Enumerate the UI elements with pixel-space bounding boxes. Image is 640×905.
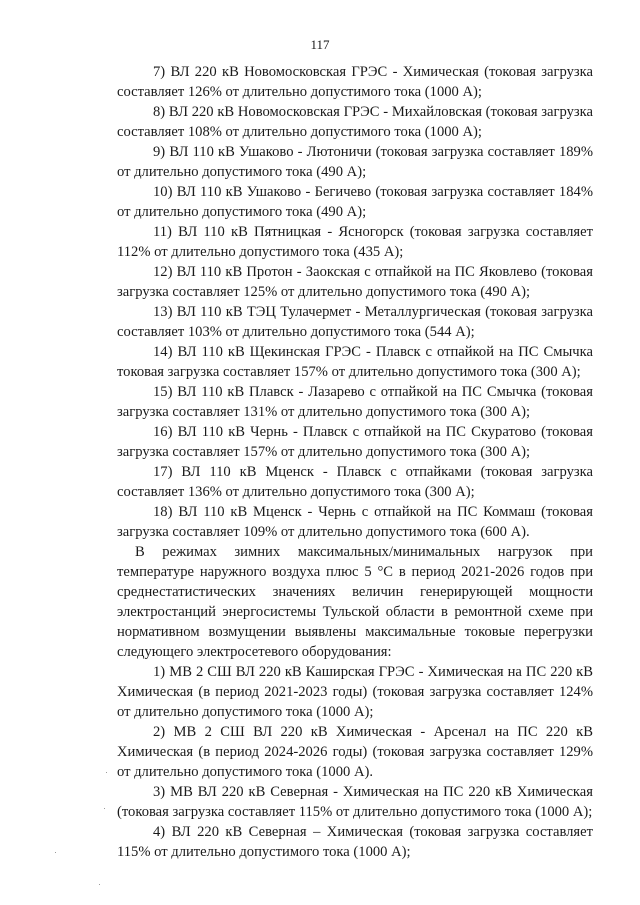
list-item-text [117,662,593,722]
list-item [117,302,593,342]
list-item-body: ВЛ 110 кВ ТЭЦ Тулачермет - Металлургическая (токовая загрузка составляет 103% от длительно допустимого тока (544 А); [117,304,593,340]
list-item [117,662,593,722]
list-item-number: 11) [153,224,172,240]
list-item-text [117,462,593,502]
page-number: 117 [310,37,330,52]
overload-list-lines [117,62,593,542]
list-item-text [117,62,593,102]
list-item [117,62,593,102]
list-item-text [117,142,593,182]
list-item-number: 1) [153,664,166,680]
list-item-body: ВЛ 220 кВ Северная – Химическая (токовая загрузка составляет 115% от длительно допустимого тока (1000 А); [117,824,593,860]
list-item-text [117,182,593,222]
list-item-text [117,342,593,382]
list-item-body: МВ ВЛ 220 кВ Северная - Химическая на ПС 220 кВ Химическая (токовая загрузка составляет 115% от длительно допустимого тока (1000 А); [117,784,593,820]
list-item-number: 13) [153,304,173,320]
list-item-body: ВЛ 220 кВ Новомосковская ГРЭС - Химическая (токовая загрузка составляет 126% от длительно допустимого тока (1000 А); [117,64,593,100]
list-item-body: ВЛ 110 кВ Плавск - Лазарево с отпайкой на ПС Смычка (токовая загрузка составляет 131% от длительно допустимого тока (300 А); [117,384,593,420]
list-item [117,382,593,422]
paragraph-text: В режимах зимних максимальных/минимальных нагрузок при температуре наружного воздуха плюс 5 °С в период 2021-2026 годов при среднестатистических значениях величин генерирующей мощности электростанций энергосистемы Тульской области в ремонтной схеме при нормативном возмущении выявлены максимальные токовые перегрузки следующего электросетевого оборудования: [117,544,593,660]
list-item [117,502,593,542]
list-item-body: ВЛ 110 кВ Ушаково - Бегичево (токовая загрузка составляет 184% от длительно допустимого тока (490 А); [117,184,593,220]
list-item-body: ВЛ 110 кВ Мценск - Чернь с отпайкой на ПС Коммаш (токовая загрузка составляет 109% от длительно допустимого тока (600 А). [117,504,593,540]
list-item-number: 8) [153,104,166,120]
list-item [117,342,593,382]
list-item-text [117,822,593,862]
list-item-text [117,722,593,782]
document-body [117,62,593,862]
list-item [117,102,593,142]
list-item-number: 9) [153,144,166,160]
list-item-text [117,262,593,302]
list-item-text [117,302,593,342]
list-item-text [117,782,593,822]
list-item-text [117,102,593,142]
list-item-number: 15) [153,384,173,400]
overload-list-equipment [117,662,593,862]
list-item [117,422,593,462]
list-item [117,262,593,302]
list-item-body: МВ 2 СШ ВЛ 220 кВ Каширская ГРЭС - Химическая на ПС 220 кВ Химическая (в период 2021-2023 годы) (токовая загрузка составляет 124% от длительно допустимого тока (1000 А); [117,664,593,720]
list-item-text [117,422,593,462]
list-item-body: ВЛ 110 кВ Мценск - Плавск с отпайками (токовая загрузка составляет 136% от длительно допустимого тока (300 А); [117,464,593,500]
list-item-number: 10) [153,184,173,200]
list-item-body: ВЛ 110 кВ Чернь - Плавск с отпайкой на ПС Скуратово (токовая загрузка составляет 157% от длительно допустимого тока (300 А); [117,424,594,460]
list-item [117,782,593,822]
list-item-number: 4) [153,824,166,840]
list-item [117,222,593,262]
list-item-body: ВЛ 110 кВ Пятницкая - Ясногорск (токовая загрузка составляет 112% от длительно допустимого тока (435 А); [117,224,593,260]
list-item-text [117,382,593,422]
list-item-text [117,502,593,542]
list-item-number: 17) [153,464,173,480]
list-item-body: ВЛ 110 кВ Протон - Заокская с отпайкой на ПС Яковлево (токовая загрузка составляет 125% от длительно допустимого тока (490 А); [117,264,593,300]
list-item-number: 7) [153,64,166,80]
list-item [117,462,593,502]
list-item-number: 14) [153,344,173,360]
winter-regimes-paragraph [117,542,593,662]
list-item-body: МВ 2 СШ ВЛ 220 кВ Химическая - Арсенал на ПС 220 кВ Химическая (в период 2024-2026 годы) (токовая загрузка составляет 129% от длительно допустимого тока (1000 А). [117,724,593,780]
list-item-number: 3) [153,784,166,800]
list-item [117,722,593,782]
list-item-number: 18) [153,504,173,520]
list-item [117,822,593,862]
list-item-number: 12) [153,264,173,280]
list-item-number: 2) [153,724,166,740]
list-item-body: ВЛ 110 кВ Ушаково - Лютоничи (токовая загрузка составляет 189% от длительно допустимого тока (490 А); [117,144,593,180]
list-item [117,142,593,182]
list-item-body: ВЛ 220 кВ Новомосковская ГРЭС - Михайловская (токовая загрузка составляет 108% от длительно допустимого тока (1000 А); [117,104,593,140]
list-item-text [117,222,593,262]
list-item-number: 16) [153,424,173,440]
list-item [117,182,593,222]
list-item-body: ВЛ 110 кВ Щекинская ГРЭС - Плавск с отпайкой на ПС Смычка токовая загрузка составляет 157% от длительно допустимого тока (300 А); [117,344,593,380]
